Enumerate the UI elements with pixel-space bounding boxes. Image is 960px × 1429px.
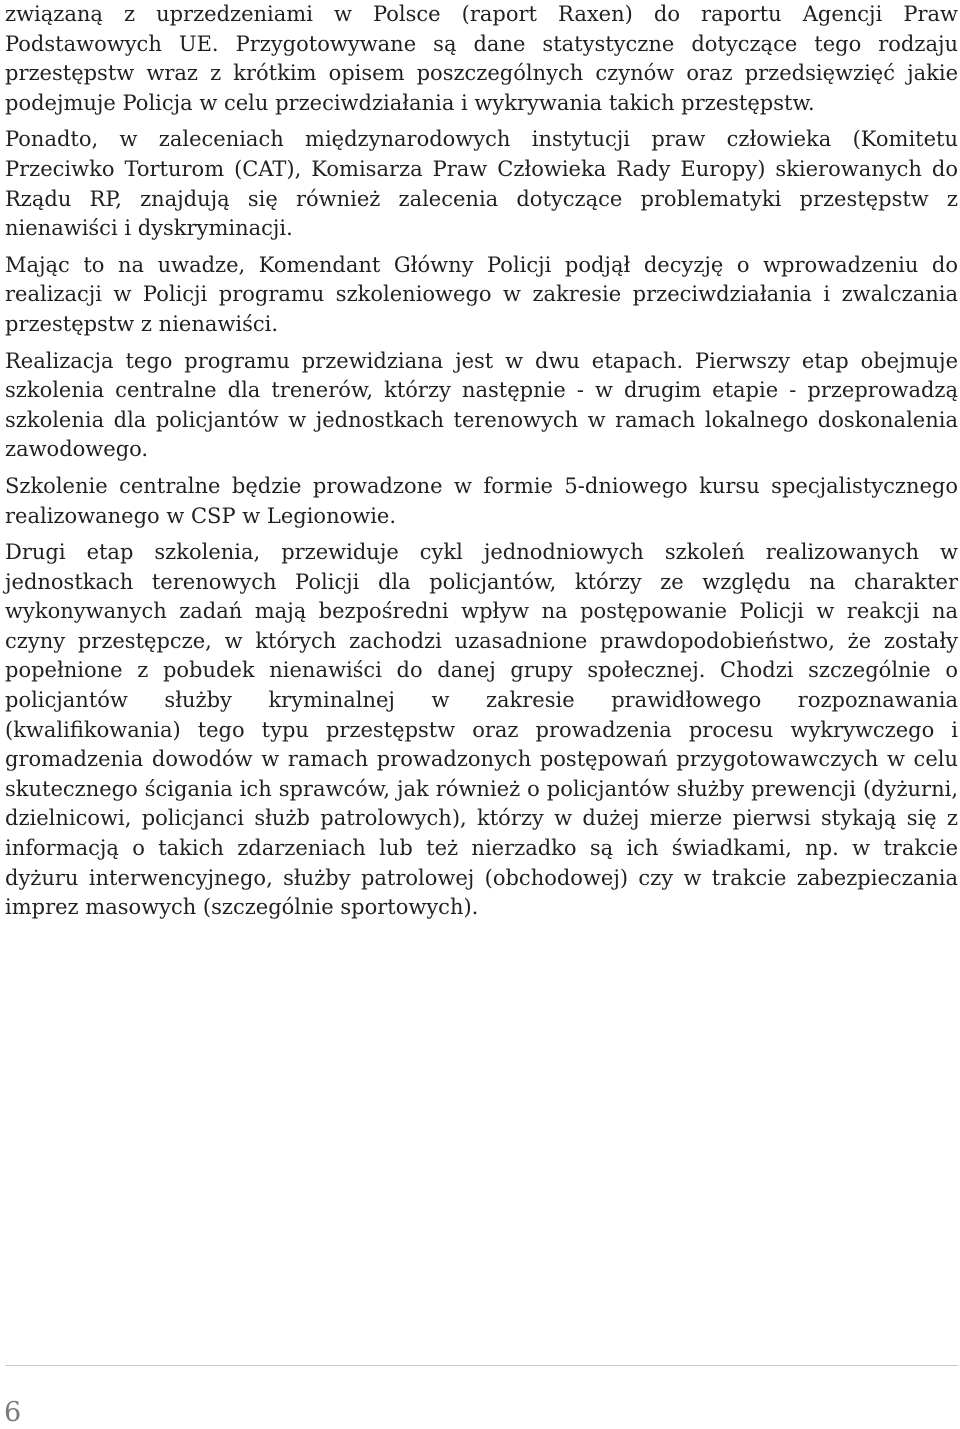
paragraph-szkolenie-centralne: Szkolenie centralne będzie prowadzone w formie 5-dniowego kursu specjalistycznego realizowanego w CSP w Legionowie. <box>5 473 958 528</box>
paragraph-decyzja-komendanta: Mając to na uwadze, Komendant Główny Policji podjął decyzję o wprowadzeniu do realizacji w Policji programu szkoleniowego w zakresie przeciwdziałania i zwalczania przestępstw z nienawiści. <box>5 252 958 336</box>
footer-divider <box>5 1365 958 1366</box>
paragraph-etapy-realizacji: Realizacja tego programu przewidziana jest w dwu etapach. Pierwszy etap obejmuje szkolenia centralne dla trenerów, którzy następnie - w drugim etapie - przeprowadzą szkolenia dla policjantów w jednostkach terenowych w ramach lokalnego doskonalenia zawodowego. <box>5 348 958 462</box>
page-number: 6 <box>4 1397 22 1428</box>
paragraph-drugi-etap: Drugi etap szkolenia, przewiduje cykl jednodniowych szkoleń realizowanych w jednostkach terenowych Policji dla policjantów, którzy ze względu na charakter wykonywanych zadań mają bezpośredni wpływ na postępowanie Policji w reakcji na czyny przestępcze, w których zachodzi uzasadnione prawdopodobieństwo, że zostały popełnione z pobudek nienawiści do danej grupy społecznej. Chodzi szczególnie o policjantów służby kryminalnej w zakresie prawidłowego rozpoznawania (kwalifikowania) tego typu przestępstw oraz prowadzenia procesu wykrywczego i gromadzenia dowodów w ramach prowadzonych postępowań przygotowawczych w celu skutecznego ścigania ich sprawców, jak również o policjantów służby prewencji (dyżurni, dzielnicowi, policjanci służb patrolowych), którzy w dużej mierze pierwsi stykają się z informacją o takich zdarzeniach lub też nierzadko są ich świadkami, np. w trakcie dyżuru interwencyjnego, służby patrolowej (obchodowej) czy w trakcie zabezpieczania imprez masowych (szczególnie sportowych). <box>5 540 958 920</box>
paragraph-raport-raxen: związaną z uprzedzeniami w Polsce (raport Raxen) do raportu Agencji Praw Podstawowych UE. Przygotowywane są dane statystyczne dotyczące tego rodzaju przestępstw wraz z krótkim opisem poszczególnych czynów oraz przedsięwzięć jakie podejmuje Policja w celu przeciwdziałania i wykrywania takich przestępstw. <box>5 2 958 115</box>
paragraph-zalecenia-miedzynarodowe: Ponadto, w zaleceniach międzynarodowych instytucji praw człowieka (Komitetu Przeciwko Torturom (CAT), Komisarza Praw Człowieka Rady Europy) skierowanych do Rządu RP, znajdują się również zalecenia dotyczące problematyki przestępstw z nienawiści i dyskryminacji. <box>5 127 958 241</box>
page-body <box>5 0 958 923</box>
